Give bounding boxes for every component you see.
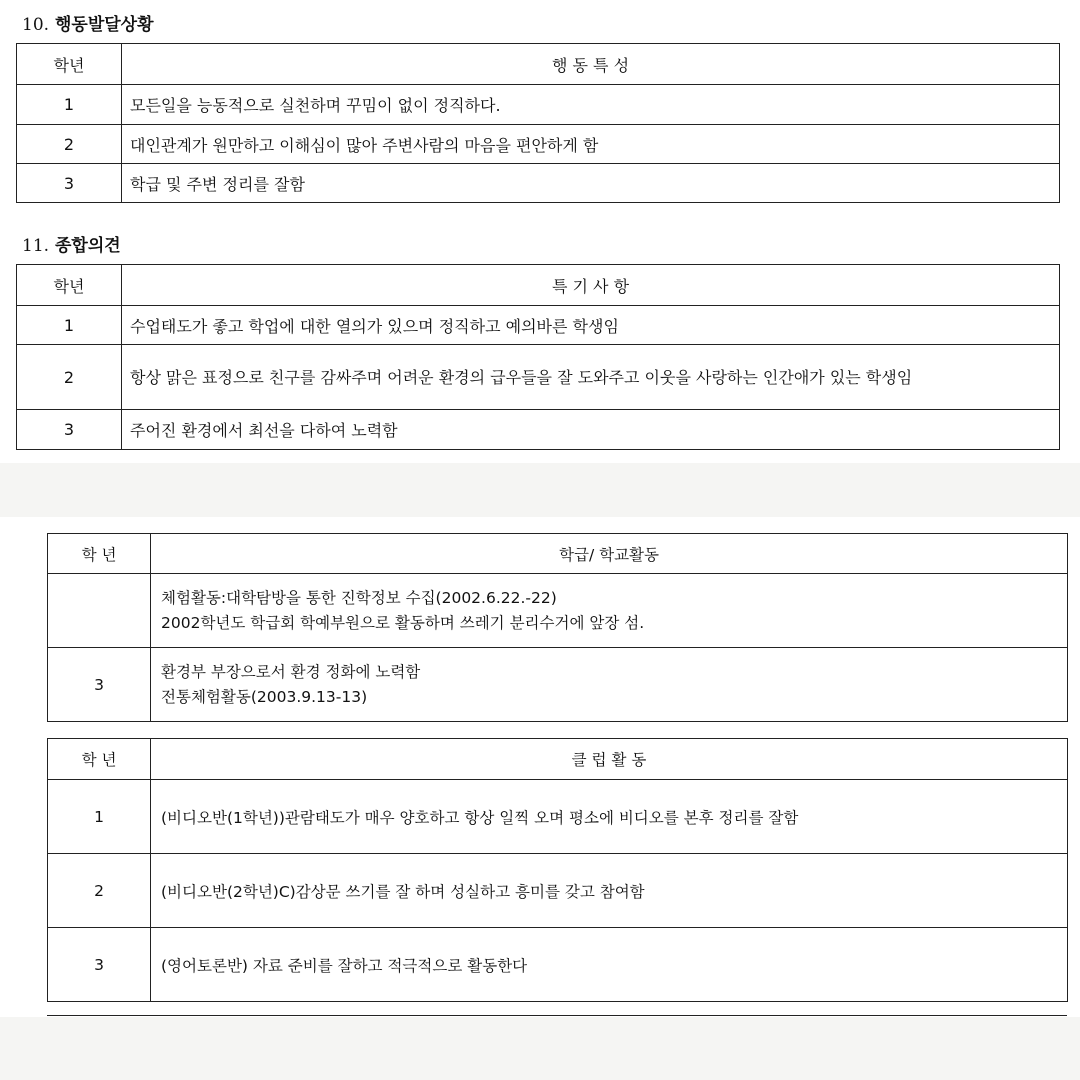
grade-cell: 2 [17,345,122,410]
remarks-header: 특 기 사 항 [122,265,1060,306]
activity-line: 전통체험활동(2003.9.13-13) [161,687,368,706]
section-10-heading [22,10,154,35]
grade-header: 학년 [17,44,122,85]
club-cell: (비디오반(1학년))관람태도가 매우 양호하고 항상 일찍 오며 평소에 비디오를 본후 정리를 잘함 [151,780,1068,854]
activities-cell [151,648,1068,722]
table-row [48,854,1068,928]
grade-header: 학 년 [48,739,151,780]
grade-header: 학 년 [48,534,151,574]
activities-header: 학급/ 학교활동 [151,534,1068,574]
table-header-row [48,534,1068,574]
remarks-cell: 수업태도가 좋고 학업에 대한 열의가 있으며 정직하고 예의바른 학생임 [122,306,1060,345]
activity-line: 체험활동:대학탐방을 통한 진학정보 수집(2002.6.22.-22) [161,588,557,607]
grade-cell: 3 [17,164,122,203]
grade-cell: 1 [17,85,122,125]
overall-opinion-table [16,264,1060,450]
table-header-row [17,44,1060,85]
grade-header: 학년 [17,265,122,306]
table-row [17,345,1060,410]
behavior-table [16,43,1060,203]
section-11-title: 종합의견 [54,236,121,256]
activities-cell [151,574,1068,648]
record-page-bottom [0,517,1080,1017]
table-row [17,164,1060,203]
table-row [48,928,1068,1002]
section-10-title: 행동발달상황 [54,15,154,35]
table-row [48,574,1068,648]
record-page-top [0,0,1080,463]
grade-cell: 3 [48,928,151,1002]
school-activities-table [47,533,1068,722]
activity-line: 2002학년도 학급회 학예부원으로 활동하며 쓰레기 분리수거에 앞장 섬. [161,613,645,632]
behavior-cell: 모든일을 능동적으로 실천하며 꾸밈이 없이 정직하다. [122,85,1060,125]
grade-cell: 3 [48,648,151,722]
page-bottom-rule [47,1015,1067,1016]
table-row [48,648,1068,722]
behavior-cell: 학급 및 주변 정리를 잘함 [122,164,1060,203]
behavior-cell: 대인관계가 원만하고 이해심이 많아 주변사람의 마음을 편안하게 함 [122,125,1060,164]
table-row [17,125,1060,164]
table-row [17,85,1060,125]
club-cell: (비디오반(2학년)C)감상문 쓰기를 잘 하며 성실하고 흥미를 갖고 참여함 [151,854,1068,928]
table-row [48,780,1068,854]
table-header-row [48,739,1068,780]
section-10-number: 10. [22,15,50,35]
table-header-row [17,265,1060,306]
remarks-cell: 주어진 환경에서 최선을 다하여 노력함 [122,410,1060,450]
club-cell: (영어토론반) 자료 준비를 잘하고 적극적으로 활동한다 [151,928,1068,1002]
grade-cell: 1 [48,780,151,854]
grade-cell: 1 [17,306,122,345]
behavior-header: 행 동 특 성 [122,44,1060,85]
grade-cell: 2 [17,125,122,164]
activity-line: 환경부 부장으로서 환경 정화에 노력함 [161,662,421,681]
section-11-number: 11. [22,236,50,256]
club-header: 클 럽 활 동 [151,739,1068,780]
table-row [17,306,1060,345]
grade-cell: 3 [17,410,122,450]
remarks-cell: 항상 맑은 표정으로 친구를 감싸주며 어려운 환경의 급우들을 잘 도와주고 이웃을 사랑하는 인간애가 있는 학생임 [122,345,1060,410]
table-row [17,410,1060,450]
club-activities-table [47,738,1068,1002]
grade-cell [48,574,151,648]
grade-cell: 2 [48,854,151,928]
section-11-heading [22,231,121,256]
